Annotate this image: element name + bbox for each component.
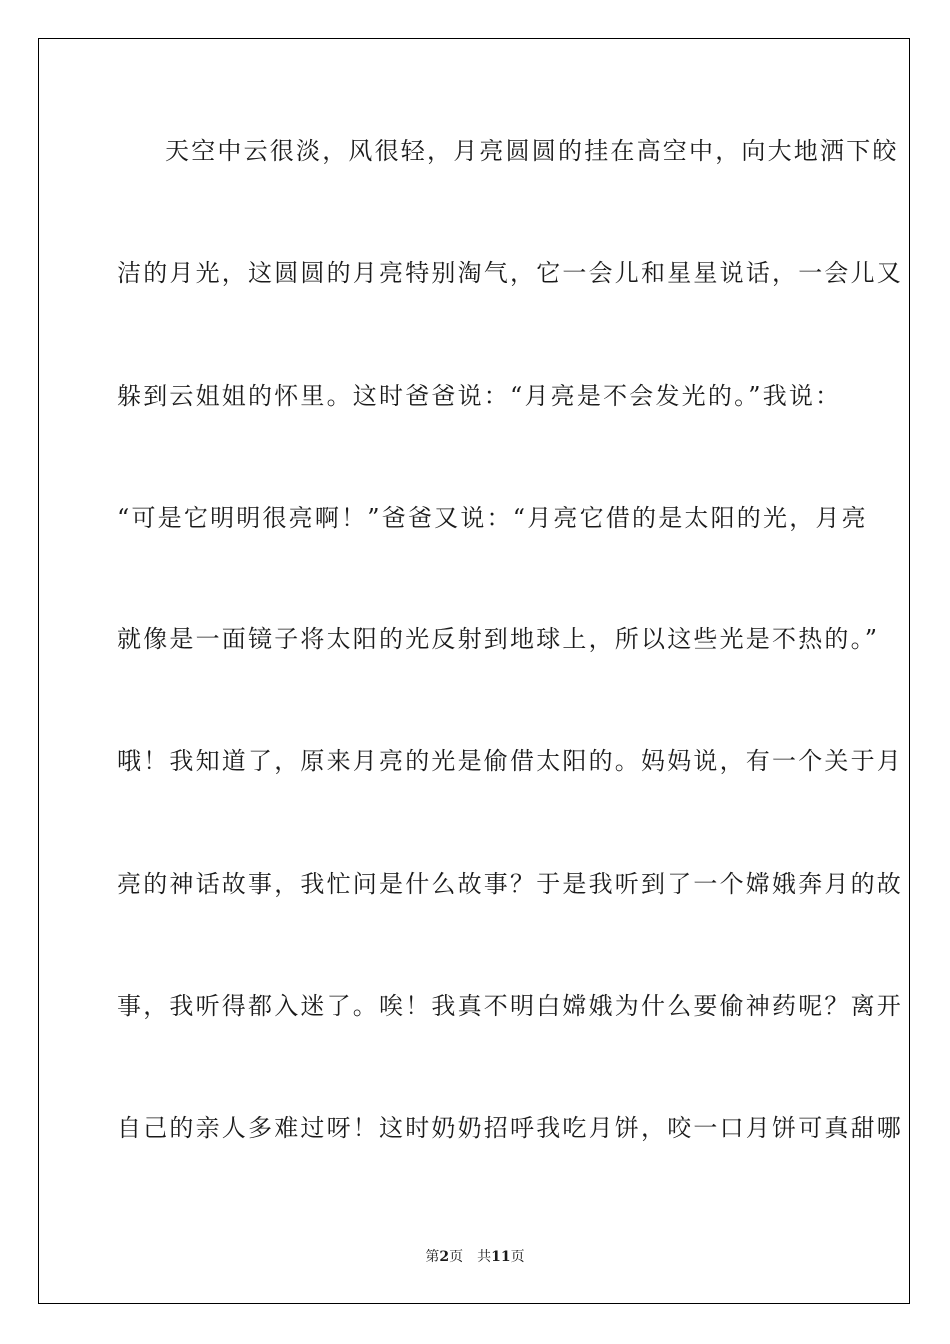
page-total: 共11页 [477,1249,525,1265]
paragraph-line-1: 天空中云很淡，风很轻，月亮圆圆的挂在高空中，向大地洒下皎 [165,137,899,165]
paragraph-line-8: 事，我听得都入迷了。唉！我真不明白嫦娥为什么要偷神药呢？离开 [117,992,903,1020]
page-number: 第2页 [425,1249,464,1265]
paragraph-line-7: 亮的神话故事，我忙问是什么故事？于是我听到了一个嫦娥奔月的故 [117,870,903,898]
paragraph-line-6: 哦！我知道了，原来月亮的光是偷借太阳的。妈妈说，有一个关于月 [117,747,903,775]
paragraph-line-9: 自己的亲人多难过呀！这时奶奶招呼我吃月饼，咬一口月饼可真甜哪 [117,1114,903,1142]
paragraph-line-3: 躲到云姐姐的怀里。这时爸爸说：“月亮是不会发光的。”我说： [117,382,842,410]
paragraph-line-2: 洁的月光，这圆圆的月亮特别淘气，它一会儿和星星说话，一会儿又 [117,259,903,287]
paragraph-line-5: 就像是一面镜子将太阳的光反射到地球上，所以这些光是不热的。” [117,625,880,653]
paragraph-line-4: “可是它明明很亮啊！”爸爸又说：“月亮它借的是太阳的光，月亮 [117,504,868,532]
page-footer [0,1248,950,1266]
